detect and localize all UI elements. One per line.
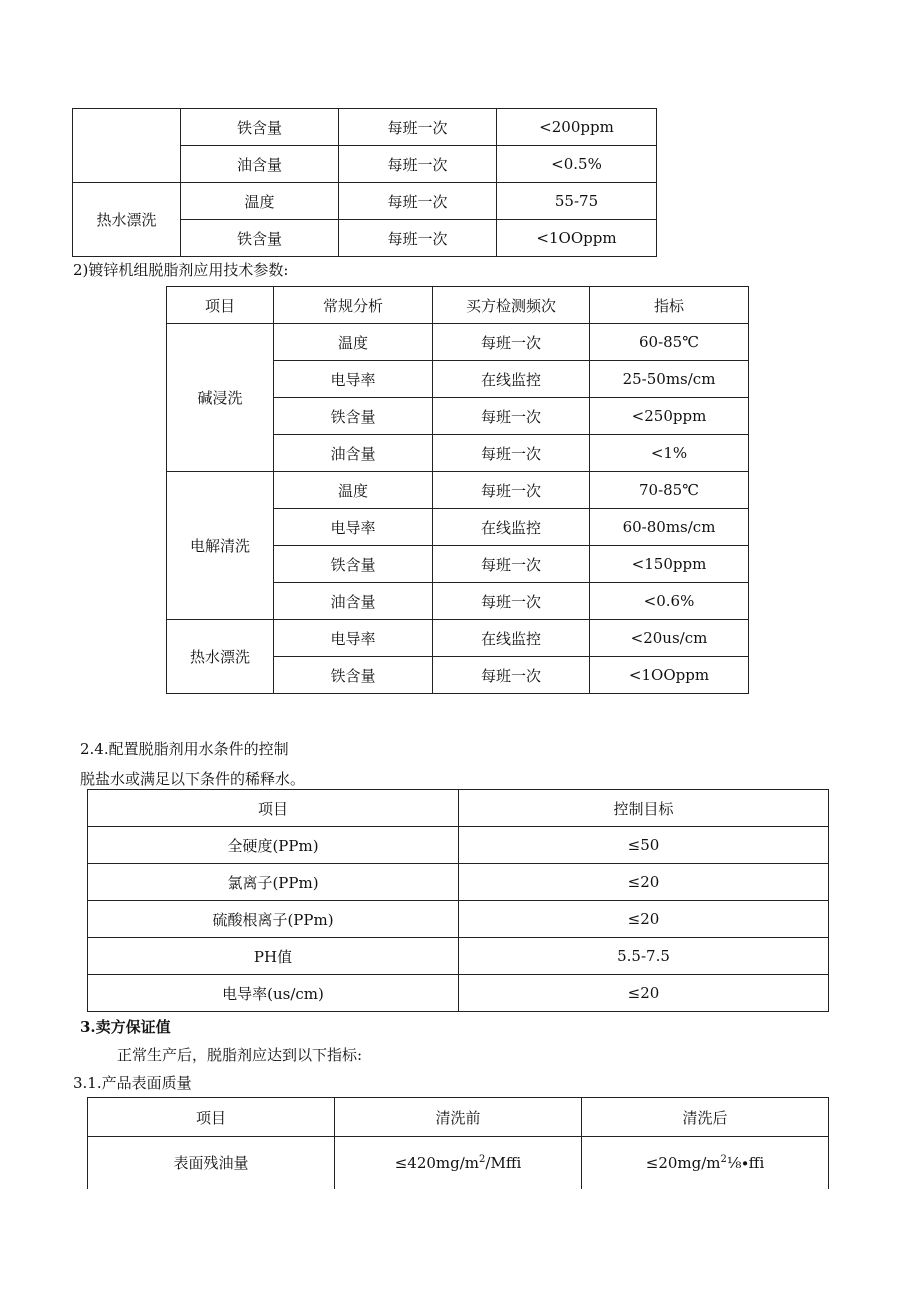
table-cell: <1OOppm	[497, 220, 657, 257]
table-cell: 全硬度(PPm)	[88, 827, 459, 864]
table-cell: 在线监控	[433, 361, 590, 398]
value-before: ≤420mg∕m	[394, 1153, 480, 1172]
section-heading: 2.4.配置脱脂剂用水条件的控制	[80, 740, 289, 758]
table-header: 项目	[88, 1098, 335, 1137]
table-cell: 铁含量	[274, 398, 433, 435]
table-cell: 铁含量	[181, 109, 339, 146]
table-cell: 每班一次	[339, 220, 497, 257]
section-heading: 3.卖方保证值	[80, 1018, 171, 1036]
table-cell: 55-75	[497, 183, 657, 220]
table-cell: 氯离子(PPm)	[88, 864, 459, 901]
section-heading: 2)镀锌机组脱脂剂应用技术参数:	[73, 261, 289, 279]
table-cell	[335, 1137, 582, 1189]
group-cell: 碱浸洗	[167, 324, 274, 472]
table-cell: 温度	[274, 324, 433, 361]
table-cell: 油含量	[274, 583, 433, 620]
table-header: 买方检测频次	[433, 287, 590, 324]
group-cell: 电解清洗	[167, 472, 274, 620]
value-before-tail: /Mffi	[485, 1153, 522, 1172]
table-cell: <0.6%	[590, 583, 749, 620]
table-cell: 每班一次	[339, 183, 497, 220]
value-after: ≤20mg∕m	[645, 1153, 721, 1172]
table-cell: 在线监控	[433, 509, 590, 546]
table-cell: 25-50ms∕cm	[590, 361, 749, 398]
superscript: 2	[479, 1153, 486, 1165]
table-cell: ≤50	[459, 827, 829, 864]
table-cell: 铁含量	[274, 546, 433, 583]
galv-params-table	[166, 286, 749, 694]
table-cell: 每班一次	[433, 472, 590, 509]
table-cell	[582, 1137, 829, 1189]
table-header: 常规分析	[274, 287, 433, 324]
table-header: 指标	[590, 287, 749, 324]
table-cell: <0.5%	[497, 146, 657, 183]
superscript: 2	[720, 1153, 727, 1165]
table-cell: 每班一次	[433, 583, 590, 620]
table-cell: PH值	[88, 938, 459, 975]
table-cell: 每班一次	[339, 146, 497, 183]
paragraph: 正常生产后，脱脂剂应达到以下指标:	[117, 1046, 363, 1064]
table-cell: 电导率	[274, 620, 433, 657]
table-cell: 60-85℃	[590, 324, 749, 361]
table-cell: <1OOppm	[590, 657, 749, 694]
table-cell: 5.5-7.5	[459, 938, 829, 975]
table-header: 清洗后	[582, 1098, 829, 1137]
table-cell: 每班一次	[433, 324, 590, 361]
table-cell: <1%	[590, 435, 749, 472]
section-heading: 3.1.产品表面质量	[73, 1074, 192, 1092]
table-cell: 电导率	[274, 361, 433, 398]
table-cell: 70-85℃	[590, 472, 749, 509]
table-cell: 表面残油量	[88, 1137, 335, 1189]
value-after-tail: ⅛∙ffi	[726, 1153, 765, 1172]
table-cell: 硫酸根离子(PPm)	[88, 901, 459, 938]
table-header: 清洗前	[335, 1098, 582, 1137]
table-cell: ≤20	[459, 975, 829, 1012]
table-cell: 每班一次	[433, 657, 590, 694]
table-cell: 油含量	[181, 146, 339, 183]
table-cell: 铁含量	[181, 220, 339, 257]
table-cell: 60-80ms∕cm	[590, 509, 749, 546]
table-cell: 在线监控	[433, 620, 590, 657]
table-cell: 每班一次	[433, 398, 590, 435]
table-cell: ≤20	[459, 864, 829, 901]
table-cell: 温度	[181, 183, 339, 220]
table-cell: 每班一次	[433, 435, 590, 472]
table-cell: 电导率(us∕cm)	[88, 975, 459, 1012]
table-cell: 油含量	[274, 435, 433, 472]
table-cell	[73, 109, 181, 183]
table-cell: 热水漂洗	[73, 183, 181, 257]
table-cell: <250ppm	[590, 398, 749, 435]
table-cell: 每班一次	[339, 109, 497, 146]
paragraph: 脱盐水或满足以下条件的稀释水。	[80, 770, 306, 788]
table-cell: 铁含量	[274, 657, 433, 694]
table-cell: 每班一次	[433, 546, 590, 583]
group-cell: 热水漂洗	[167, 620, 274, 694]
water-conditions-table	[87, 789, 829, 1012]
table-cell: 电导率	[274, 509, 433, 546]
table-cell: ≤20	[459, 901, 829, 938]
table-cell: <150ppm	[590, 546, 749, 583]
table-header: 项目	[88, 790, 459, 827]
table-cell: 温度	[274, 472, 433, 509]
table-header: 控制目标	[459, 790, 829, 827]
table-cell: <200ppm	[497, 109, 657, 146]
top-table	[72, 108, 657, 257]
table-cell: <20us∕cm	[590, 620, 749, 657]
surface-quality-table	[87, 1097, 829, 1189]
table-header: 项目	[167, 287, 274, 324]
